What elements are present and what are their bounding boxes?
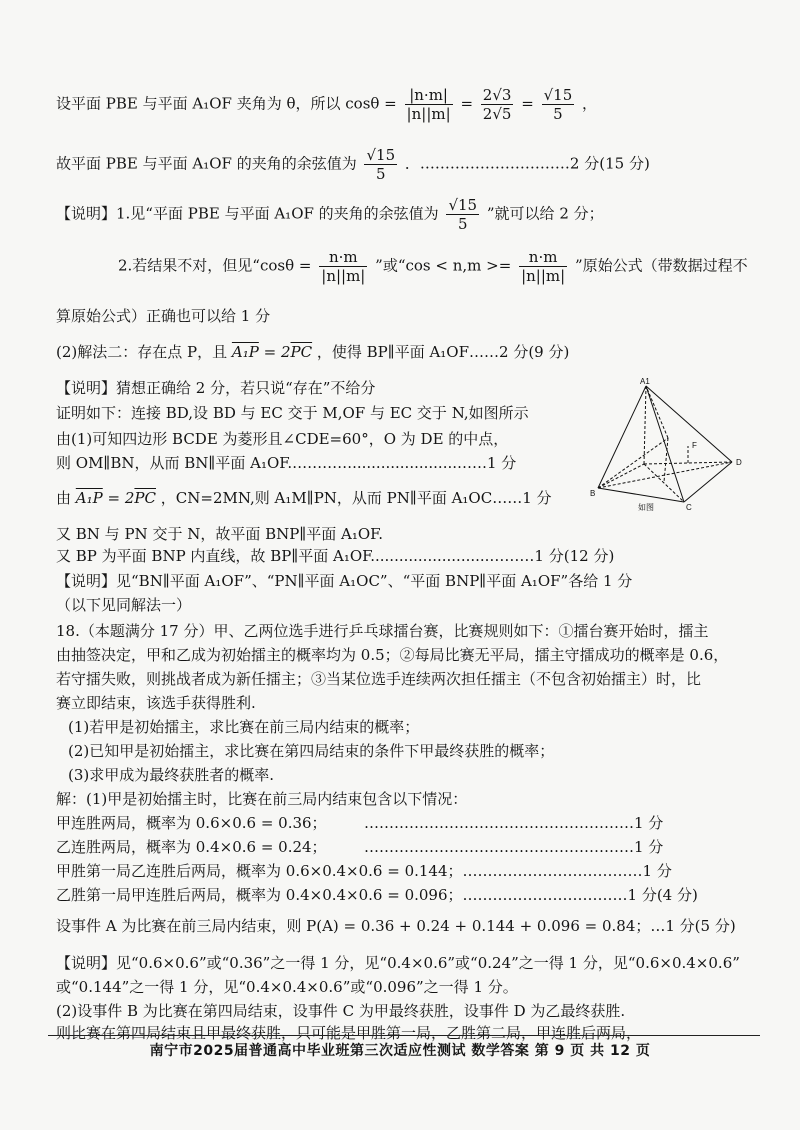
footer-rule bbox=[48, 1035, 760, 1036]
text-line: 赛立即结束，该选手获得胜利. bbox=[56, 694, 256, 712]
figure-caption: 如图 bbox=[638, 503, 654, 512]
text-line: 若守擂失败，则挑战者成为新任擂主；③当某位选手连续两次担任擂主（不包含初始擂主）时，比 bbox=[56, 670, 702, 688]
label-c: C bbox=[686, 503, 692, 512]
fraction: $\frac{|n\cdot m|}{|n||m|}$ bbox=[406, 86, 451, 123]
text-line: 则比赛在第四局结束且甲最终获胜，只可能是甲胜第一局，乙胜第二局，甲连胜后两局， bbox=[56, 1024, 642, 1042]
score-dots: ………………………………………………1 分 bbox=[364, 814, 664, 832]
text-line: （以下见同解法一） bbox=[56, 596, 192, 614]
label-b: B bbox=[590, 489, 596, 498]
edge-c-d bbox=[684, 462, 732, 502]
line-bp bbox=[598, 438, 668, 488]
solution-intro: 解：(1)甲是初始擂主时，比赛在前三局内结束包含以下情况： bbox=[56, 790, 468, 808]
edge-a1-e bbox=[644, 386, 646, 464]
problem-18-title: 18.（本题满分 17 分）甲、乙两位选手进行乒乓球擂台赛，比赛规则如下：①擂台赛开始时，擂主 bbox=[56, 622, 709, 640]
case-line: 甲连胜两局，概率为 0.6×0.6 = 0.36； bbox=[56, 814, 327, 832]
proof-line: 由 $A_1P = 2\overline{PC}$ ，CN=2MN,则 A₁M∥PN，从而 PN∥平面 A₁OC……1 分 bbox=[56, 489, 552, 507]
question-2: (2)已知甲是初始擂主，求比赛在第四局结束的条件下甲最终获胜的概率； bbox=[68, 742, 555, 760]
conclusion-line: 故平面 PBE 与平面 A₁OF 的夹角的余弦值为 $\frac{√15}{5}$ ．…………………………2 分(15 分) bbox=[56, 146, 650, 183]
text-line: 或“0.144”之一得 1 分，见“0.4×0.4×0.6”或“0.096”之一得 1 分。 bbox=[56, 978, 518, 996]
case-line: 乙连胜两局，概率为 0.4×0.6 = 0.24； bbox=[56, 838, 327, 856]
question-3: (3)求甲成为最终获胜者的概率. bbox=[68, 766, 275, 784]
fraction: $\frac{√15}{5}$ bbox=[448, 196, 478, 233]
cos-theta-line: 设平面 PBE 与平面 A₁OF 夹角为 θ，所以 cosθ = $\frac{|n\cdot m|}{|n||m|}$ = $\frac{2√3}{2√5}$ = $\frac{√15}{5}$ ， bbox=[56, 86, 598, 123]
fraction: $\frac{2√3}{2√5}$ bbox=[482, 86, 512, 123]
case-line: 甲胜第一局乙连胜后两局，概率为 0.6×0.4×0.6 = 0.144；………………………………1 分 bbox=[56, 862, 672, 880]
probability-sum-line: 设事件 A 为比赛在前三局内结束，则 P(A) = 0.36 + 0.24 + 0.144 + 0.096 = 0.84；…1 分(5 分) bbox=[56, 917, 736, 935]
edge-a1-b bbox=[598, 386, 646, 488]
text-line: 证明如下：连接 BD,设 BD 与 EC 交于 M,OF 与 EC 交于 N,如图所示 bbox=[56, 404, 529, 422]
text-line: 算原始公式）正确也可以给 1 分 bbox=[56, 307, 271, 325]
page-footer: 南宁市2025届普通高中毕业班第三次适应性测试 数学答案 第 9 页 共 12 页 bbox=[149, 1043, 651, 1059]
question-1: (1)若甲是初始擂主，求比赛在前三局内结束的概率； bbox=[68, 718, 420, 736]
fraction: $\frac{√15}{5}$ bbox=[366, 146, 396, 183]
pyramid-figure bbox=[588, 376, 758, 516]
text-line: 【说明】猜想正确给 2 分，若只说“存在”不给分 bbox=[56, 379, 376, 397]
line-a1-m bbox=[646, 386, 668, 438]
case-line: 乙胜第一局甲连胜后两局，概率为 0.4×0.4×0.6 = 0.096；……………………………1 分(4 分) bbox=[56, 886, 698, 904]
edge-b-e bbox=[598, 464, 644, 488]
label-d: D bbox=[736, 458, 742, 467]
text-line: 【说明】见“BN∥平面 A₁OF”、“PN∥平面 A₁OC”、“平面 BNP∥平面 A₁OF”各给 1 分 bbox=[56, 572, 633, 590]
method-two-line: (2)解法二：存在点 P，且 $A_1P = 2\overline{PC}$ ，使得 BP∥平面 A₁OF……2 分(9 分) bbox=[56, 343, 570, 361]
text-line: 又 BP 为平面 BNP 内直线，故 BP∥平面 A₁OF.........................………1 分(12 分) bbox=[56, 547, 615, 565]
score-dots: ………………………………………………1 分 bbox=[364, 838, 664, 856]
text-line: 又 BN 与 PN 交于 N，故平面 BNP∥平面 A₁OF. bbox=[56, 525, 384, 543]
label-f: F bbox=[692, 441, 697, 450]
label-a1: A1 bbox=[640, 377, 650, 386]
text-line: (2)设事件 B 为比赛在第四局结束，设事件 C 为甲最终获胜，设事件 D 为乙最终获胜. bbox=[56, 1002, 626, 1020]
text-line: 由抽签决定，甲和乙成为初始擂主的概率均为 0.5；②每局比赛无平局，擂主守擂成功的概率是 0.6， bbox=[56, 646, 729, 664]
text-line: 则 OM∥BN，从而 BN∥平面 A₁OF.…………......................……1 分 bbox=[56, 454, 517, 472]
fraction: $\frac{√15}{5}$ bbox=[543, 86, 573, 123]
text-line: 【说明】见“0.6×0.6”或“0.36”之一得 1 分，见“0.4×0.6”或“0.24”之一得 1 分，见“0.6×0.4×0.6” bbox=[56, 954, 740, 972]
line-pn bbox=[664, 438, 668, 482]
fraction: $\frac{n\cdot m}{|n||m|}$ bbox=[521, 248, 566, 285]
note-line: 【说明】1.见“平面 PBE 与平面 A₁OF 的夹角的余弦值为 $\frac{√15}{5}$ ”就可以给 2 分； bbox=[56, 196, 604, 233]
fraction: $\frac{n\cdot m}{|n||m|}$ bbox=[321, 248, 366, 285]
note-line: 2.若结果不对，但见“cosθ = $\frac{n\cdot m}{|n||m|}$ ”或“cos < n,m >= $\frac{n\cdot m}{|n||m|}$ ”原始公式（带数据过程不 bbox=[118, 248, 748, 285]
text-line: 由(1)可知四边形 BCDE 为菱形且∠CDE=60°，O 为 DE 的中点， bbox=[56, 430, 509, 448]
